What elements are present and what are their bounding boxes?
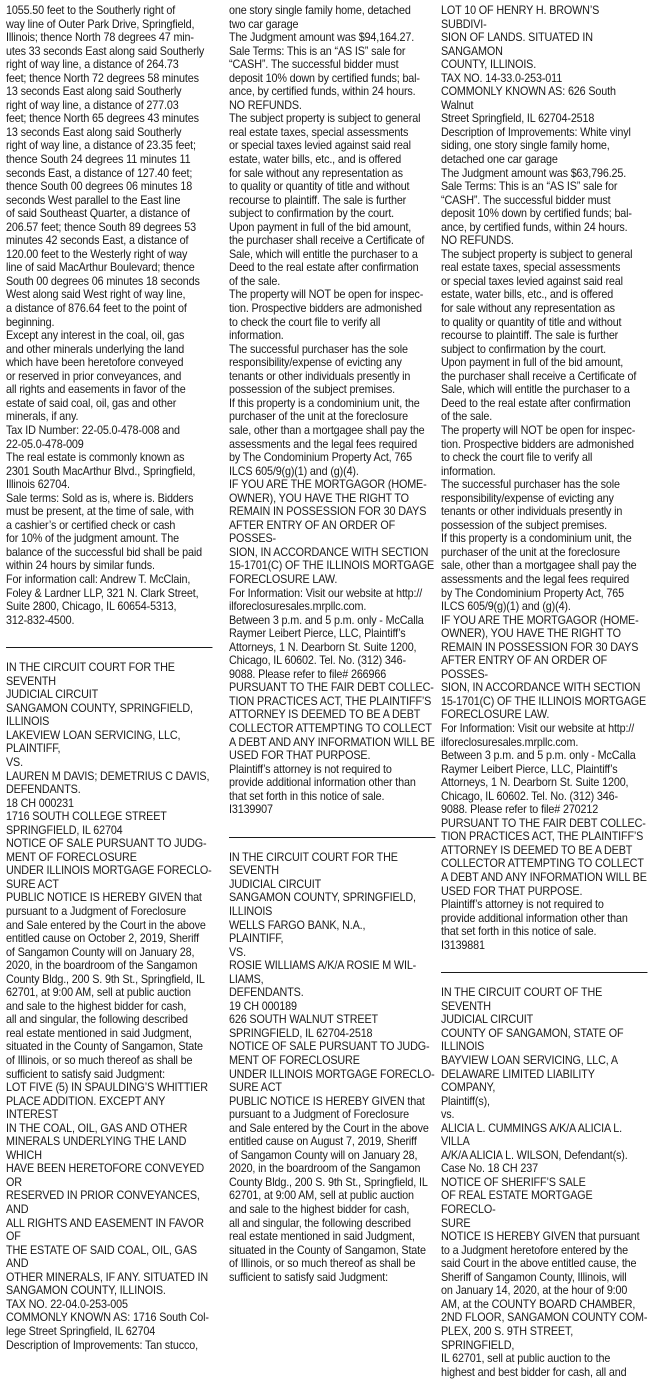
notice-continued-sale-terms [229,4,435,817]
notice-text: 1055.50 feet to the Southerly right of way line of Outer Park Drive, Springfield, Illinois; thence North 78 degrees 47 min- utes 33 seconds East along said Southerly right of way line, a distance of 264.73 feet; thence North 72 degrees 58 minutes 13 seconds East along said Southerly right of way line, a distance of 277.03 feet; thence North 65 degrees 43 minutes 13 seconds East along said Southerly right of way line, a distance of 23.35 feet; thence South 24 degrees 11 minutes 11 seconds East, a distance of 127.40 feet; thence South 00 degrees 06 minutes 18 seconds West parallel to the East line of said Southeast Quarter, a distance of 206.57 feet; thence South 89 degrees 53 minutes 42 seconds East, a distance of 120.00 feet to the Westerly right of way line of said MacArthur Boulevard; thence South 00 degrees 06 minutes 18 seconds West along said West right of way line, a distance of 876.64 feet to the point of beginning. Except any interest in the coal, oil, gas and other minerals underlying the land which have been heretofore conveyed or reserved in prior conveyances, and all rights and easements in favor of the estate of said coal, oil, gas and other minerals, if any. Tax ID Number: 22-05.0-478-008 and 22-05.0-478-009 The real estate is commonly known as 2301 South MacArthur Blvd., Springfield, Illinois 62704. Sale terms: Sold as is, where is. Bidders must be present, at the time of sale, with a cashier’s or certified check or cash for 10% of the judgment amount. The balance of the successful bid shall be paid within 24 hours by similar funds. For information call: Andrew T. McClain, Foley & Lardner LLP, 321 N. Clark Street, Suite 2800, Chicago, IL 60654-5313, 312-832-4500. [6,4,205,627]
notice-text: one story single family home, detached two car garage The Judgment amount was $94,164.27. Sale Terms: This is an “AS IS” sale for “CASH”. The successful bidder must deposit 10% down by certified funds; bal- ance, by certified funds, within 24 hours. NO REFUNDS. The subject property is subject to general real estate taxes, special assessments or special taxes levied against said real estate, water bills, etc., and is offered for sale without any representation as to quality or quantity of title and without recourse to plaintiff. The sale is further subject to confirmation by the court. Upon payment in full of the bid amount, the purchaser shall receive a Certificate of Sale, which will entitle the purchaser to a Deed to the real estate after confirmation of the sale. The property will NOT be open for inspec- tion. Prospective bidders are admonished to check the court file to verify all information. The successful purchaser has the sole responsibility/expense of evicting any tenants or other individuals presently in possession of the subject premises. If this property is a condominium unit, the purchaser of the unit at the foreclosure sale, other than a mortgagee shall pay the assessments and the legal fees required by The Condominium Property Act, 765 ILCS 605/9(g)(1) and (g)(4). IF YOU ARE THE MORTGAGOR (HOME- OWNER), YOU HAVE THE RIGHT TO REMAIN IN POSSESSION FOR 30 DAYS AFTER ENTRY OF AN ORDER OF POSSES- SION, IN ACCORDANCE WITH SECTION 15-1701(C) OF THE ILLINOIS MORTGAGE FORECLOSURE LAW. For Information: Visit our website at http:// ilforeclosuresales.mrpllc.com. Between 3 p.m. and 5 p.m. only - McCalla Raymer Leibert Pierce, LLC, Plaintiff’s Attorneys, 1 N. Dearborn St. Suite 1200, Chicago, IL 60602. Tel. No. (312) 346- 9088. Please refer to file# 266966 PURSUANT TO THE FAIR DEBT COLLEC- TION PRACTICES ACT, THE PLAINTIFF’S ATTORNEY IS DEEMED TO BE A DEBT COLLECTOR ATTEMPTING TO COLLECT A DEBT AND ANY INFORMATION WILL BE USED FOR THAT PURPOSE. Plaintiff’s attorney is not required to provide additional information other than that set forth in this notice of sale. I3139907 [229,4,435,817]
notice-text: LOT 10 OF HENRY H. BROWN’S SUBDIVI- SION OF LANDS. SITUATED IN SANGAMON COUNTY, ILLINOIS. TAX NO. 14-33.0-253-011 COMMONLY KNOWN AS: 626 South Walnut Street Springfield, IL 62704-2518 Description of Improvements: White vinyl siding, one story single family home, detached one car garage The Judgment amount was $63,796.25. Sale Terms: This is an “AS IS” sale for “CASH”. The successful bidder must deposit 10% down by certified funds; bal- ance, by certified funds, within 24 hours. NO REFUNDS. The subject property is subject to general real estate taxes, special assessments or special taxes levied against said real estate, water bills, etc., and is offered for sale without any representation as to quality or quantity of title and without recourse to plaintiff. The sale is further subject to confirmation by the court. Upon payment in full of the bid amount, the purchaser shall receive a Certificate of Sale, which will entitle the purchaser to a Deed to the real estate after confirmation of the sale. The property will NOT be open for inspec- tion. Prospective bidders are admonished to check the court file to verify all information. The successful purchaser has the sole responsibility/expense of evicting any tenants or other individuals presently in possession of the subject premises. If this property is a condominium unit, the purchaser of the unit at the foreclosure sale, other than a mortgagee shall pay the assessments and the legal fees required by The Condominium Property Act, 765 ILCS 605/9(g)(1) and (g)(4). IF YOU ARE THE MORTGAGOR (HOME- OWNER), YOU HAVE THE RIGHT TO REMAIN IN POSSESSION FOR 30 DAYS AFTER ENTRY OF AN ORDER OF POSSES- SION, IN ACCORDANCE WITH SECTION 15-1701(C) OF THE ILLINOIS MORTGAGE FORECLOSURE LAW. For Information: Visit our website at http:// ilforeclosuresales.mrpllc.com. Between 3 p.m. and 5 p.m. only - McCalla Raymer Leibert Pierce, LLC, Plaintiff’s Attorneys, 1 N. Dearborn St. Suite 1200, Chicago, IL 60602. Tel. No. (312) 346- 9088. Please refer to file# 270212 PURSUANT TO THE FAIR DEBT COLLEC- TION PRACTICES ACT, THE PLAINTIFF’S ATTORNEY IS DEEMED TO BE A DEBT COLLECTOR ATTEMPTING TO COLLECT A DEBT AND ANY INFORMATION WILL BE USED FOR THAT PURPOSE. Plaintiff’s attorney is not required to provide additional information other than that set forth in this notice of sale. I3139881 [441,4,647,952]
column-2 [229,4,435,1284]
notice-text: IN THE CIRCUIT COURT OF THE SEVENTH JUDICIAL CIRCUIT COUNTY OF SANGAMON, STATE OF ILLINOIS BAYVIEW LOAN SERVICING, LLC, A DELAWARE LIMITED LIABILITY COMPANY, Plaintiff(s), vs. ALICIA L. CUMMINGS A/K/A ALICIA L. VILLA A/K/A ALICIA L. WILSON, Defendant(s). Case No. 18 CH 237 NOTICE OF SHERIFF’S SALE OF REAL ESTATE MORTGAGE FORECLO- SURE NOTICE IS HEREBY GIVEN that pursuant to a Judgment heretofore entered by the said Court in the above entitled cause, the Sheriff of Sangamon County, Illinois, will on January 14, 2020, at the hour of 9:00 AM, at the COUNTY BOARD CHAMBER, 2ND FLOOR, SANGAMON COUNTY COM- PLEX, 200 S. 9TH STREET, SPRINGFIELD, IL 62701, sell at public auction to the highest and best bidder for cash, all and [441,986,648,1379]
column-1 [6,4,212,1352]
notice-continued-legal-description [6,4,212,627]
notice-continued-lot-description [441,4,647,952]
column-3 [441,4,647,1379]
notice-wells-fargo-bank [229,851,435,1285]
notice-text: IN THE CIRCUIT COURT FOR THE SEVENTH JUDICIAL CIRCUIT SANGAMON COUNTY, SPRINGFIELD, ILLINOIS LAKEVIEW LOAN SERVICING, LLC, PLAINTIFF, VS. LAUREN M DAVIS; DEMETRIUS C DAVIS, DEFENDANTS. 18 CH 000231 1716 SOUTH COLLEGE STREET SPRINGFIELD, IL 62704 NOTICE OF SALE PURSUANT TO JUDG- MENT OF FORECLOSURE UNDER ILLINOIS MORTGAGE FORECLO- SURE ACT PUBLIC NOTICE IS HEREBY GIVEN that pursuant to a Judgment of Foreclosure and Sale entered by the Court in the above entitled cause on October 2, 2019, Sheriff of Sangamon County will on January 28, 2020, in the boardroom of the Sangamon County Bldg., 200 S. 9th St., Springfield, IL 62701, at 9:00 AM, sell at public auction and sale to the highest bidder for cash, all and singular, the following described real estate mentioned in said Judgment, situated in the County of Sangamon, State of Illinois, or so much thereof as shall be sufficient to satisfy said Judgment: LOT FIVE (5) IN SPAULDING’S WHITTIER PLACE ADDITION. EXCEPT ANY INTEREST IN THE COAL, OIL, GAS AND OTHER MINERALS UNDERLYING THE LAND WHICH HAVE BEEN HERETOFORE CONVEYED OR RESERVED IN PRIOR CONVEYANCES, AND ALL RIGHTS AND EASEMENT IN FAVOR OF THE ESTATE OF SAID COAL, OIL, GAS AND OTHER MINERALS, IF ANY. SITUATED IN SANGAMON COUNTY, ILLINOIS. TAX NO. 22-04.0-253-005 COMMONLY KNOWN AS: 1716 South Col- lege Street Springfield, IL 62704 Description of Improvements: Tan stucco, [6,661,212,1352]
notice-bayview-loan-servicing [441,986,647,1379]
notice-text: IN THE CIRCUIT COURT FOR THE SEVENTH JUDICIAL CIRCUIT SANGAMON COUNTY, SPRINGFIELD, ILLINOIS WELLS FARGO BANK, N.A., PLAINTIFF, VS. ROSIE WILLIAMS A/K/A ROSIE M WIL- LIAMS, DEFENDANTS. 19 CH 000189 626 SOUTH WALNUT STREET SPRINGFIELD, IL 62704-2518 NOTICE OF SALE PURSUANT TO JUDG- MENT OF FORECLOSURE UNDER ILLINOIS MORTGAGE FORECLO- SURE ACT PUBLIC NOTICE IS HEREBY GIVEN that pursuant to a Judgment of Foreclosure and Sale entered by the Court in the above entitled cause on August 7, 2019, Sheriff of Sangamon County will on January 28, 2020, in the boardroom of the Sangamon County Bldg., 200 S. 9th St., Springfield, IL 62701, at 9:00 AM, sell at public auction and sale to the highest bidder for cash, all and singular, the following described real estate mentioned in said Judgment, situated in the County of Sangamon, State of Illinois, or so much thereof as shall be sufficient to satisfy said Judgment: [229,850,435,1284]
notice-lakeview-loan-servicing [6,661,212,1352]
